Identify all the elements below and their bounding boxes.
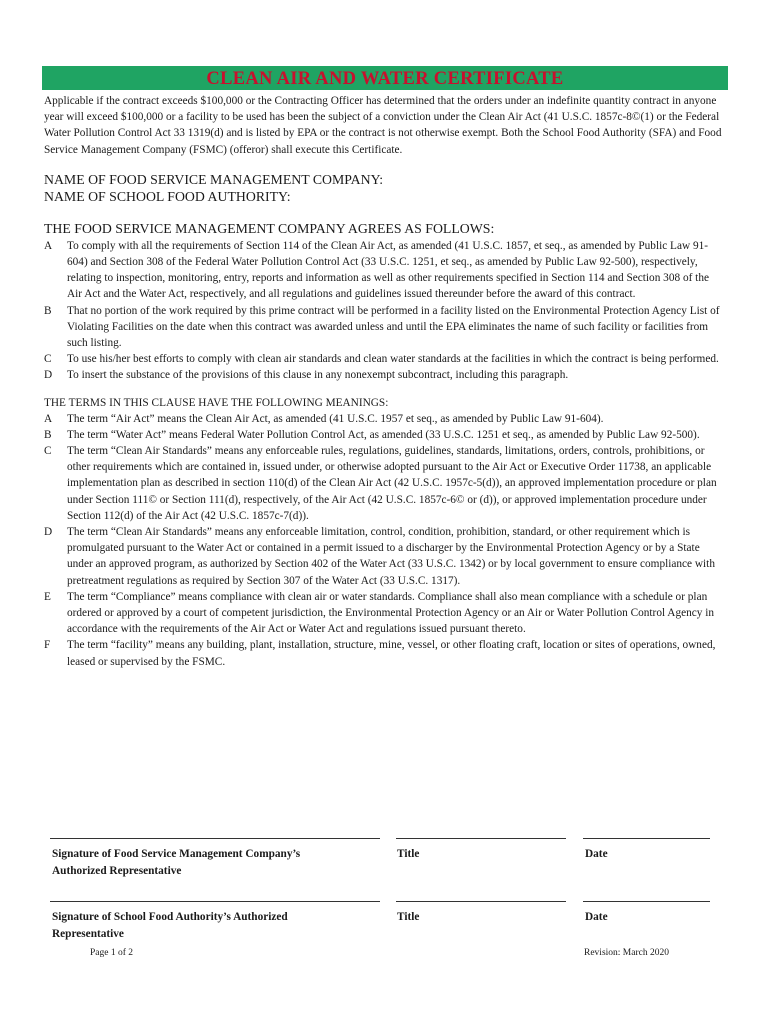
list-item-text: The term “Compliance” means compliance with clean air or water standards. Compliance shall also mean compliance with a schedule or plan ordered or approved by a court of competent jurisdiction, the Environmental Protection Agency or an Air or Water Pollution Control Agency in accordance with the requirements of the Air Act or Water Act and regulations issued pursuant thereto. [67, 590, 715, 636]
list-item [44, 411, 726, 427]
list-item [44, 427, 726, 443]
fsmc-title-line[interactable] [396, 838, 566, 839]
list-item-letter: F [44, 639, 51, 652]
list-item-letter: C [44, 445, 52, 458]
list-item [44, 524, 726, 589]
list-item [44, 589, 726, 638]
terms-heading: THE TERMS IN THIS CLAUSE HAVE THE FOLLOWING MEANINGS: [44, 396, 389, 409]
revision-date: Revision: March 2020 [584, 948, 669, 958]
sfa-signature-label-line2: Representative [52, 927, 124, 940]
name-fields [44, 171, 726, 206]
list-item-text: The term “Clean Air Standards” means any enforceable rules, regulations, guidelines, standards, limitations, orders, controls, prohibitions, or other requirements which are contained in, issued under, or otherwise adopted pursuant to the Air Act or Executive Order 11738, an applicable implementation plan as described in section 110(d) of the Clean Air Act (42 U.S.C. 1957c-5(d)), an approved implementation procedure or plan under Section 111© or Section 111(d), respectively, of the Air Act (42 U.S.C. 1857c-6© or (d)), or approved implementation procedure under Section 112(d) of the Air Act (42 U.S.C. 1857c-7(d)). [67, 445, 717, 522]
list-item [44, 351, 726, 367]
list-item-text: To insert the substance of the provisions of this clause in any nonexempt subcontract, including this paragraph. [67, 369, 569, 382]
list-item [44, 238, 726, 303]
list-item-letter: A [44, 239, 53, 252]
fsmc-signature-label [52, 846, 300, 879]
list-item-text: The term “Water Act” means Federal Water Pollution Control Act, as amended (33 U.S.C. 1251 et seq., as amended by Public Law 92-500). [67, 428, 700, 441]
page-number: Page 1 of 2 [90, 948, 134, 958]
sfa-title-line[interactable] [396, 901, 566, 902]
list-item-text: The term “Clean Air Standards” means any enforceable limitation, control, condition, prohibition, standard, or other requirement which is promulgated pursuant to the Water Act or contained in a permit issued to a discharger by the Environmental Protection Agency or by a State under an approved program, as authorized by Section 402 of the Water Act (33 U.S.C. 1342) or by local government to ensure compliance with pretreatment regulations as required by Section 307 of the Water Act (33 U.S.C. 1317). [67, 526, 715, 587]
list-item-letter: A [44, 412, 53, 425]
page-title: CLEAN AIR AND WATER CERTIFICATE [206, 69, 564, 89]
list-item-text: That no portion of the work required by this prime contract will be performed in a facility listed on the Environmental Protection Agency List of Violating Facilities on the date when this contract was awarded unless and until the EPA eliminates the name of such facility or facilities from such listing. [67, 304, 720, 350]
fsmc-signature-line[interactable] [50, 838, 380, 839]
list-item-text: The term “Air Act” means the Clean Air Act, as amended (41 U.S.C. 1957 et seq., as amended by Public Law 91-604). [67, 412, 604, 425]
fsmc-date-line[interactable] [583, 838, 710, 839]
list-item [44, 443, 726, 524]
list-item-text: The term “facility” means any building, plant, installation, structure, mine, vessel, or other floating craft, location or sites of operations, owned, leased or supervised by the FSMC. [67, 639, 716, 668]
sfa-name-label: NAME OF SCHOOL FOOD AUTHORITY: [44, 189, 291, 205]
list-item-letter: D [44, 369, 53, 382]
list-item-text: To comply with all the requirements of Section 114 of the Clean Air Act, as amended (41 U.S.C. 1857, et seq., as amended by Public Law 91-604) and Section 308 of the Federal Water Pollution Control Act (33 U.S.C. 1251, et seq., as amended by Public Law 92-500), respectively, relating to inspection, monitoring, entry, reports and information as well as other requirements specified in Section 114 and Section 308 of the Air Act and the Water Act, respectively, and all regulations and guidelines issued thereunder before the award of this contract. [67, 239, 709, 301]
sfa-signature-label-line1: Signature of School Food Authority’s Authorized [52, 911, 288, 923]
list-item [44, 637, 726, 669]
list-item-letter: C [44, 353, 52, 366]
list-item-letter: B [44, 304, 52, 317]
agrees-list [44, 238, 726, 384]
sfa-signature-label [52, 909, 288, 942]
fsmc-signature-label-line1: Signature of Food Service Management Company’s [52, 848, 301, 860]
terms-list [44, 411, 726, 670]
agrees-heading: THE FOOD SERVICE MANAGEMENT COMPANY AGREES AS FOLLOWS: [44, 220, 495, 236]
fsmc-signature-label-line2: Authorized Representative [52, 864, 182, 877]
sfa-date-label: Date [585, 911, 608, 923]
list-item-letter: D [44, 526, 53, 539]
sfa-title-label: Title [397, 911, 420, 923]
list-item-text: To use his/her best efforts to comply with clean air standards and clean water standards at the facilities in which the contract is being performed. [67, 353, 719, 366]
list-item [44, 303, 726, 352]
fsmc-title-label: Title [397, 848, 420, 860]
fsmc-date-label: Date [585, 848, 608, 860]
title-banner [42, 66, 728, 90]
fsmc-name-label: NAME OF FOOD SERVICE MANAGEMENT COMPANY: [44, 171, 384, 187]
intro-paragraph: Applicable if the contract exceeds $100,000 or the Contracting Officer has determined that the orders under an indefinite quantity contract in anyone year will exceed $100,000 or a facility to be used has been the subject of a conviction under the Clean Air Act (41 U.S.C. 1857c-8©(1) or the Federal Water Pollution Control Act 33 1319(d) and is listed by EPA or the contract is not otherwise exempt. Both the School Food Authority (SFA) and Food Service Management Company (FSMC) (offeror) shall execute this Certificate. [44, 95, 722, 156]
list-item-letter: B [44, 428, 52, 441]
list-item [44, 367, 726, 383]
certificate-page [44, 66, 726, 670]
list-item-letter: E [44, 590, 51, 603]
sfa-date-line[interactable] [583, 901, 710, 902]
sfa-signature-line[interactable] [50, 901, 380, 902]
